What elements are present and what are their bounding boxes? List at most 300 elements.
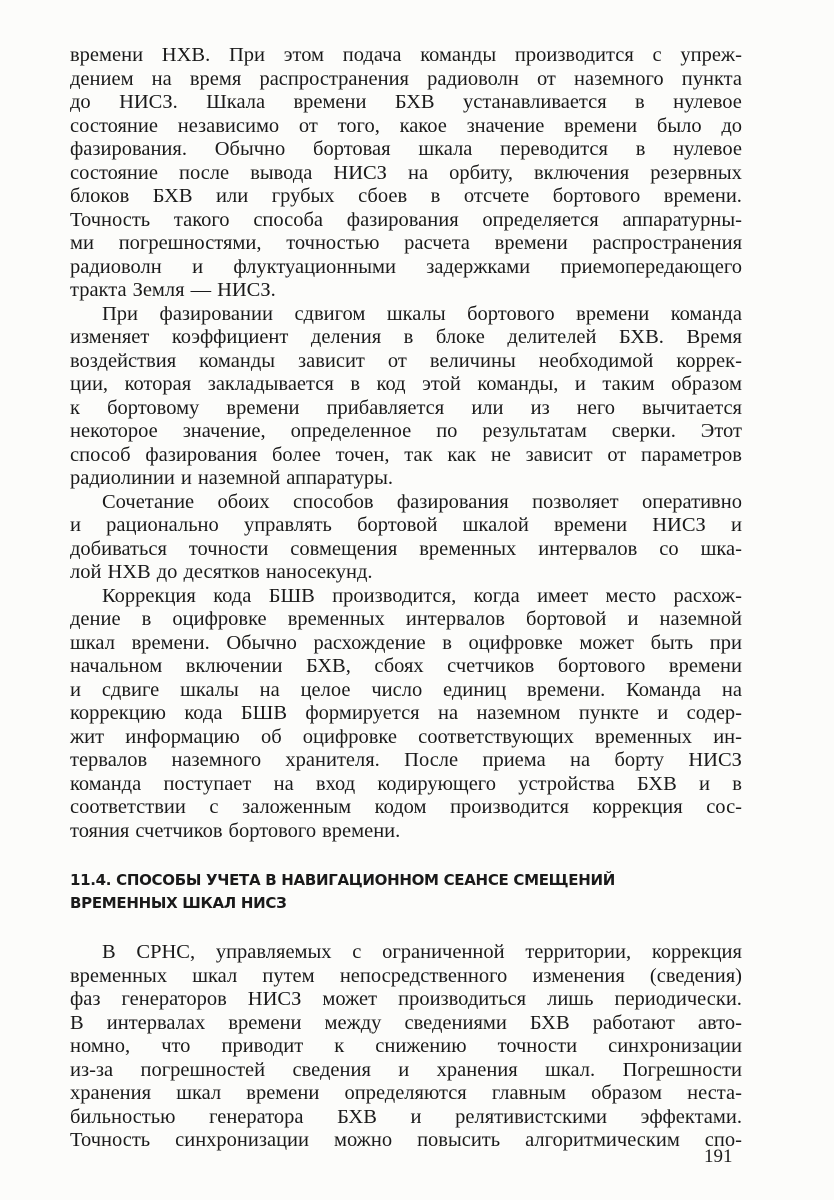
word: фазирования bbox=[145, 443, 258, 466]
word: сбоях bbox=[374, 655, 424, 677]
text-line bbox=[70, 138, 742, 162]
word: расхождение bbox=[313, 631, 426, 654]
word: производится bbox=[450, 796, 569, 818]
word: приема bbox=[482, 749, 546, 771]
word: прибавляется bbox=[326, 396, 445, 419]
word: и bbox=[699, 772, 710, 795]
word: кода bbox=[213, 584, 252, 607]
word: от bbox=[607, 443, 627, 466]
text-line bbox=[70, 796, 742, 820]
word: упреж- bbox=[680, 44, 742, 66]
word: команды bbox=[420, 44, 497, 66]
text-line bbox=[70, 655, 742, 679]
word: фазирования. bbox=[70, 138, 187, 160]
word: включения bbox=[534, 161, 630, 184]
word: авто- bbox=[697, 1011, 742, 1034]
word: Точность bbox=[70, 208, 151, 231]
word: в bbox=[430, 185, 441, 207]
word: наземного bbox=[574, 67, 664, 90]
word: При bbox=[228, 44, 265, 66]
word: аппаратурны- bbox=[622, 208, 742, 231]
word: неста- bbox=[687, 1082, 742, 1104]
word: таким bbox=[602, 373, 655, 395]
text-line bbox=[70, 444, 742, 468]
word: шкала bbox=[418, 138, 473, 160]
word: десятков bbox=[183, 561, 260, 583]
word: борту bbox=[614, 749, 665, 771]
word: точен, bbox=[335, 443, 390, 466]
word: по bbox=[436, 420, 458, 442]
word: алгоритмическим bbox=[525, 1129, 680, 1151]
text-line bbox=[70, 303, 742, 327]
word: ми bbox=[70, 232, 94, 254]
word: коррекция bbox=[651, 941, 742, 963]
word: Время bbox=[686, 326, 742, 348]
word: образом bbox=[591, 1082, 662, 1104]
word: точности bbox=[497, 1035, 578, 1057]
word: на bbox=[151, 67, 172, 90]
word: оцифровке bbox=[302, 725, 397, 748]
word: на bbox=[259, 678, 280, 701]
word: грубых bbox=[271, 185, 335, 207]
word: БХВ bbox=[529, 1011, 570, 1034]
word: определяется bbox=[482, 208, 599, 231]
word: снижению bbox=[375, 1035, 467, 1057]
word: бортовой bbox=[526, 608, 607, 630]
word: на bbox=[721, 678, 742, 701]
word: и bbox=[180, 467, 192, 489]
word: СРНС, bbox=[136, 941, 196, 963]
text-line bbox=[70, 373, 742, 397]
word: сдвиге bbox=[101, 678, 160, 701]
word: или bbox=[216, 185, 249, 207]
word: наземного bbox=[171, 749, 262, 771]
word: быть bbox=[650, 631, 694, 654]
word: хранителя. bbox=[285, 749, 380, 771]
word: определяются bbox=[344, 1082, 467, 1104]
word: об bbox=[260, 725, 282, 748]
word: задержками bbox=[426, 255, 531, 278]
word: бортовой bbox=[357, 514, 438, 536]
word: от bbox=[536, 67, 556, 90]
word: какое bbox=[399, 114, 447, 137]
word: из-за bbox=[70, 1058, 114, 1081]
word: соответствующих bbox=[418, 725, 574, 748]
word: повысить bbox=[417, 1129, 501, 1151]
word: необходимой bbox=[538, 349, 654, 372]
word: коэффициент bbox=[171, 326, 289, 348]
word: шкал bbox=[192, 964, 238, 987]
word: команды bbox=[199, 349, 276, 372]
word: бортового bbox=[467, 302, 555, 325]
word: жит bbox=[70, 725, 105, 748]
word: шкал. bbox=[545, 1058, 596, 1081]
word: коррекция bbox=[592, 796, 683, 818]
word: оцифровке bbox=[172, 608, 267, 630]
word: и bbox=[730, 514, 742, 536]
word: времени bbox=[554, 514, 628, 536]
word: НХВ bbox=[107, 561, 151, 583]
word: бортового bbox=[552, 185, 641, 207]
word: как bbox=[447, 443, 477, 466]
text-line bbox=[70, 209, 742, 233]
text-line bbox=[70, 1082, 742, 1106]
word: В bbox=[70, 1011, 84, 1034]
word: время bbox=[189, 67, 242, 90]
word: времени bbox=[228, 1011, 302, 1034]
text-line bbox=[70, 115, 742, 139]
word: управляемых bbox=[215, 941, 332, 963]
text-line bbox=[70, 679, 742, 703]
word: код bbox=[376, 373, 406, 395]
word: шка- bbox=[700, 537, 742, 560]
word: Точность bbox=[70, 1129, 151, 1151]
word: НИСЗ. bbox=[217, 279, 276, 301]
word: БХВ bbox=[337, 1105, 377, 1128]
page-text bbox=[70, 44, 742, 1153]
word: сос- bbox=[706, 796, 742, 818]
word: НИСЗ bbox=[652, 514, 706, 536]
word: производится bbox=[514, 44, 634, 66]
word: дение bbox=[70, 608, 121, 630]
word: радиоволн bbox=[70, 255, 162, 278]
word: времени bbox=[576, 302, 650, 325]
word: БХВ, bbox=[305, 655, 351, 677]
word: фазирования bbox=[346, 208, 459, 231]
word: единиц bbox=[443, 678, 507, 701]
text-line bbox=[70, 514, 742, 538]
word: Этот bbox=[700, 420, 742, 442]
word: дением bbox=[70, 67, 134, 90]
word: заложенным bbox=[242, 796, 352, 818]
word: значение, bbox=[182, 420, 266, 442]
text-line bbox=[70, 749, 742, 773]
word: генераторов bbox=[121, 988, 227, 1010]
text-line bbox=[70, 608, 742, 632]
word: точности bbox=[188, 537, 269, 560]
word: аппаратуры. bbox=[286, 467, 394, 489]
word: отсчете bbox=[463, 185, 530, 207]
word: погрешностей bbox=[140, 1058, 266, 1081]
word: вывода bbox=[250, 161, 313, 184]
word: расчета bbox=[404, 232, 470, 254]
text-line bbox=[70, 162, 742, 186]
word: НХВ. bbox=[161, 44, 211, 66]
word: орбиту, bbox=[449, 161, 513, 184]
word: временных bbox=[419, 537, 517, 560]
word: Обычно bbox=[214, 138, 286, 160]
word: на bbox=[570, 749, 591, 771]
paragraph bbox=[70, 585, 742, 844]
word: способ bbox=[70, 443, 131, 466]
word: производится, bbox=[332, 584, 457, 607]
word: интервалов bbox=[538, 537, 638, 560]
paragraph bbox=[70, 491, 742, 585]
word: определенное bbox=[290, 420, 412, 442]
text-line bbox=[70, 44, 742, 68]
page-number: 191 bbox=[704, 1146, 733, 1167]
word: счетчиков bbox=[447, 655, 535, 677]
word: сверки. bbox=[611, 420, 676, 442]
word: распространения bbox=[259, 67, 409, 90]
text-line bbox=[70, 491, 742, 515]
word: команда bbox=[70, 772, 142, 795]
word: на bbox=[438, 702, 459, 724]
word: некоторое bbox=[70, 420, 158, 442]
word: место bbox=[605, 584, 657, 607]
word: радиоволн bbox=[427, 67, 519, 90]
word: (сведения) bbox=[649, 964, 742, 987]
word: более bbox=[271, 443, 321, 466]
word: ограниченной bbox=[382, 941, 505, 963]
word: бортового bbox=[557, 655, 646, 677]
text-line bbox=[70, 326, 742, 350]
word: со bbox=[659, 537, 679, 560]
word: на bbox=[407, 161, 429, 184]
word: так bbox=[404, 443, 433, 466]
word: территории, bbox=[525, 941, 632, 963]
word: хранения bbox=[436, 1058, 518, 1081]
word: блоке bbox=[435, 326, 485, 348]
word: лишь bbox=[547, 988, 594, 1010]
text-line bbox=[70, 941, 742, 965]
word: времени bbox=[668, 655, 742, 677]
word: совмещения bbox=[290, 537, 398, 560]
word: сведениями bbox=[404, 1011, 507, 1034]
word: параметров bbox=[641, 443, 742, 466]
word: БХВ bbox=[152, 185, 193, 207]
word: в bbox=[141, 608, 152, 630]
word: команда bbox=[670, 302, 742, 325]
word: времени. bbox=[322, 819, 401, 842]
text-line bbox=[70, 256, 742, 280]
word: такого bbox=[173, 208, 230, 231]
word: Коррекция bbox=[102, 584, 196, 607]
word: воздействия bbox=[70, 349, 177, 372]
word: с bbox=[652, 44, 662, 66]
word: спо- bbox=[704, 1129, 742, 1151]
word: приводит bbox=[221, 1035, 304, 1057]
word: не bbox=[490, 443, 511, 466]
word: в bbox=[403, 326, 414, 348]
word: включении bbox=[185, 655, 283, 677]
word: времени bbox=[494, 232, 568, 254]
word: было bbox=[656, 114, 702, 137]
word: от bbox=[298, 114, 318, 137]
word: начальном bbox=[70, 655, 163, 677]
word: образом bbox=[671, 373, 742, 395]
word: и bbox=[657, 702, 669, 724]
word: управлять bbox=[243, 514, 332, 536]
word: фаз bbox=[70, 988, 101, 1010]
word: точностью bbox=[286, 232, 380, 254]
word: коррек- bbox=[676, 349, 742, 372]
word: оцифровке bbox=[468, 631, 563, 654]
word: наземной bbox=[659, 608, 742, 630]
word: соответствии bbox=[70, 796, 186, 818]
text-line bbox=[70, 988, 742, 1012]
word: зависит bbox=[298, 349, 365, 372]
word: БШВ bbox=[240, 702, 287, 724]
word: переводится bbox=[500, 138, 608, 160]
word: НИСЗ bbox=[247, 988, 302, 1010]
text-line bbox=[70, 397, 742, 421]
word: позволяет bbox=[532, 490, 619, 513]
word: информацию bbox=[125, 725, 240, 748]
text-line bbox=[70, 1106, 742, 1130]
word: рационально bbox=[106, 514, 219, 536]
word: шкалы bbox=[180, 678, 239, 701]
text-line bbox=[70, 420, 742, 444]
word: к bbox=[70, 396, 80, 419]
word: и bbox=[70, 514, 81, 536]
word: него bbox=[576, 396, 615, 419]
text-line bbox=[70, 1059, 742, 1083]
word: поступает bbox=[163, 772, 252, 795]
word: этой bbox=[422, 373, 461, 395]
word: и bbox=[70, 678, 81, 701]
word: содер- bbox=[686, 702, 742, 724]
word: радиолинии bbox=[70, 467, 175, 489]
word: нулевое bbox=[673, 91, 742, 113]
word: работают bbox=[592, 1011, 675, 1034]
word: Шкала bbox=[206, 91, 266, 113]
word: ин- bbox=[713, 725, 742, 748]
word: и bbox=[192, 255, 204, 278]
word: релятивистскими bbox=[455, 1105, 608, 1128]
text-line bbox=[70, 467, 742, 491]
word: тракта bbox=[70, 279, 127, 301]
word: флуктуационными bbox=[233, 255, 396, 278]
word: деления bbox=[310, 326, 382, 348]
section-heading-line: ВРЕМЕННЫХ ШКАЛ НИСЗ bbox=[70, 894, 287, 912]
word: интервалов bbox=[405, 608, 505, 630]
word: Земля bbox=[132, 279, 185, 301]
text-line bbox=[70, 820, 742, 844]
text-line bbox=[70, 773, 742, 797]
word: приемопередающего bbox=[560, 255, 742, 278]
word: может bbox=[579, 631, 635, 654]
section-heading-line: 11.4. СПОСОБЫ УЧЕТА В НАВИГАЦИОННОМ СЕАНСЕ СМЕЩЕНИЙ bbox=[70, 871, 615, 889]
text-line bbox=[70, 702, 742, 726]
word: изменяет bbox=[70, 326, 150, 348]
word: сведения bbox=[292, 1058, 371, 1081]
word: временных bbox=[594, 725, 693, 748]
text-line bbox=[70, 726, 742, 750]
word: НИСЗ bbox=[333, 161, 387, 184]
word: величины bbox=[429, 349, 516, 372]
word: результатам bbox=[482, 420, 587, 442]
word: шкалы bbox=[386, 302, 446, 325]
word: с bbox=[352, 941, 362, 963]
word: времени bbox=[293, 91, 367, 113]
word: времени bbox=[70, 44, 144, 66]
word: что bbox=[161, 1035, 191, 1057]
word: расхож- bbox=[673, 584, 742, 607]
word: после bbox=[179, 161, 230, 184]
word: фазировании bbox=[159, 302, 273, 325]
word: счетчиков bbox=[135, 819, 223, 842]
word: бортовая bbox=[313, 138, 391, 160]
word: в bbox=[635, 138, 646, 160]
word: имеет bbox=[537, 584, 589, 607]
word: времени bbox=[226, 396, 300, 419]
text-line bbox=[70, 561, 742, 585]
word: — bbox=[190, 279, 212, 301]
word: наземной bbox=[197, 467, 281, 489]
text-line bbox=[70, 91, 742, 115]
word: непосредственного bbox=[339, 964, 508, 987]
paragraph bbox=[70, 44, 742, 303]
word: сбоев bbox=[358, 185, 408, 207]
word: времени. bbox=[131, 631, 210, 654]
word: Сочетание bbox=[102, 490, 195, 513]
word: обоих bbox=[217, 490, 270, 513]
word: пункте bbox=[578, 702, 639, 724]
word: Погрешности bbox=[622, 1058, 742, 1081]
word: БХВ. bbox=[619, 326, 664, 348]
word: и bbox=[398, 1058, 410, 1081]
word: времени bbox=[564, 114, 638, 137]
word: изменения bbox=[532, 964, 625, 987]
word: времени. bbox=[527, 678, 606, 701]
word: фазирования bbox=[396, 490, 509, 513]
word: коррекцию bbox=[70, 702, 166, 724]
word: состояние bbox=[70, 114, 158, 137]
word: того, bbox=[337, 114, 380, 137]
word: тояния bbox=[70, 819, 130, 842]
word: до bbox=[721, 114, 742, 137]
word: синхронизации bbox=[608, 1035, 742, 1057]
word: времени bbox=[246, 1082, 320, 1104]
word: состояние bbox=[70, 161, 158, 184]
word: кода bbox=[184, 702, 223, 724]
word: добиваться bbox=[70, 537, 167, 560]
text-line bbox=[70, 350, 742, 374]
word: может bbox=[322, 988, 378, 1010]
word: НИСЗ. bbox=[119, 91, 178, 113]
word: с bbox=[209, 796, 219, 818]
word: пункта bbox=[681, 67, 742, 90]
paragraph bbox=[70, 303, 742, 491]
word: лой bbox=[70, 561, 102, 583]
text-line bbox=[70, 1035, 742, 1059]
word: способа bbox=[253, 208, 324, 231]
word: способов bbox=[293, 490, 374, 513]
text-line bbox=[70, 185, 742, 209]
word: БХВ bbox=[637, 772, 677, 795]
word: производиться bbox=[398, 988, 527, 1010]
text-line bbox=[70, 585, 742, 609]
word: при bbox=[709, 631, 742, 654]
word: в bbox=[635, 91, 645, 113]
word: сдвигом bbox=[294, 302, 366, 325]
word: БШВ bbox=[268, 584, 315, 607]
word: кодом bbox=[374, 796, 427, 818]
word: оперативно bbox=[641, 490, 742, 513]
word: делителей bbox=[507, 326, 597, 348]
word: кодирующего bbox=[377, 772, 496, 795]
word: из bbox=[530, 396, 550, 419]
word: распространения bbox=[592, 232, 742, 254]
word: бортового bbox=[228, 819, 317, 842]
word: до bbox=[70, 91, 91, 113]
word: При bbox=[102, 302, 139, 325]
word: временных bbox=[287, 608, 385, 630]
word: резервных bbox=[650, 161, 742, 184]
text-line bbox=[70, 538, 742, 562]
text-line bbox=[70, 1129, 742, 1153]
